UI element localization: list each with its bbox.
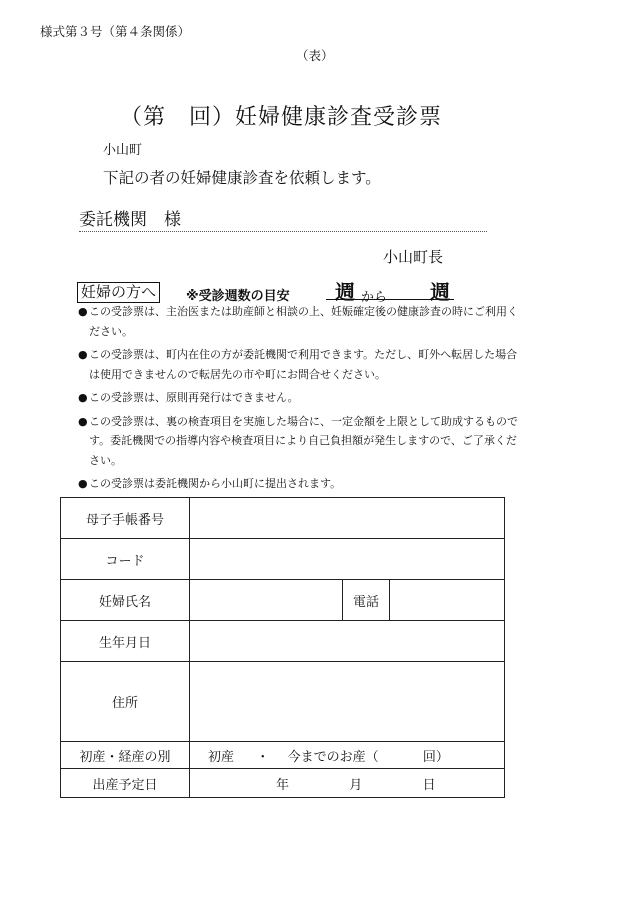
due-date-label: 出産予定日 xyxy=(61,769,190,798)
parity-label: 初産・経産の別 xyxy=(61,742,190,769)
first-birth-option: 初産 xyxy=(208,749,235,765)
name-label: 妊婦氏名 xyxy=(61,580,190,621)
table-row xyxy=(61,539,505,580)
week-guide-label: ※受診週数の目安 xyxy=(186,289,290,304)
note-item: ● この受診票は、原則再発行はできません。 xyxy=(78,388,523,408)
form-number: 様式第３号（第４条関係） xyxy=(40,24,191,39)
from-label: から xyxy=(361,290,388,305)
town-name: 小山町 xyxy=(103,143,143,158)
bullet-icon: ● xyxy=(78,305,88,318)
examinee-form-table xyxy=(60,497,505,798)
table-row xyxy=(61,662,505,742)
note-item: ● この受診票は、裏の検査項目を実施した場合に、一定金額を上限として助成するものです。委託機関での指導内容や検査項目により自己負担額が発生しますので、ご了承ください。 xyxy=(78,412,523,471)
day-label: 日 xyxy=(422,777,436,793)
note-item: ● この受診票は、主治医または助産師と相談の上、妊娠確定後の健康診査の時にご利用ください。 xyxy=(78,302,523,341)
bullet-icon: ● xyxy=(78,414,88,428)
birthdate-field[interactable] xyxy=(190,621,505,662)
page-title: （第 回）妊婦健康診査受診票 xyxy=(120,105,443,130)
name-field[interactable] xyxy=(190,580,343,621)
bullet-icon: ● xyxy=(78,348,88,361)
week-underline xyxy=(326,299,454,300)
handbook-number-field[interactable] xyxy=(190,498,505,539)
address-label: 住所 xyxy=(61,662,190,742)
note-item: ● この受診票は委託機関から小山町に提出されます。 xyxy=(78,474,523,494)
notes-list xyxy=(78,302,523,498)
side-label: （表） xyxy=(296,48,334,63)
due-date-field[interactable] xyxy=(190,769,505,798)
times-suffix: 回） xyxy=(422,749,449,765)
table-row xyxy=(61,621,505,662)
table-row xyxy=(61,498,505,539)
bullet-icon: ● xyxy=(78,477,88,490)
parity-field[interactable] xyxy=(190,742,505,769)
mayor-signature: 小山町長 xyxy=(383,248,444,266)
table-row xyxy=(61,742,505,769)
month-label: 月 xyxy=(349,777,363,793)
handbook-number-label: 母子手帳番号 xyxy=(61,498,190,539)
code-label: コード xyxy=(61,539,190,580)
year-label: 年 xyxy=(276,777,290,793)
week-label-start: 週 xyxy=(335,280,355,304)
table-row xyxy=(61,580,505,621)
patient-notice-label: 妊婦の方へ xyxy=(77,282,160,303)
birthdate-label: 生年月日 xyxy=(61,621,190,662)
agency-line: 委託機関 様 xyxy=(79,205,487,232)
week-label-end: 週 xyxy=(430,280,450,304)
code-field[interactable] xyxy=(190,539,505,580)
table-row xyxy=(61,769,505,798)
previous-births-option: 今までのお産（ xyxy=(287,749,379,765)
note-item: ● この受診票は、町内在住の方が委託機関で利用できます。ただし、町外へ転居した場合は使用できませんので転居先の市や町にお問合せください。 xyxy=(78,345,523,384)
request-text: 下記の者の妊婦健康診査を依頼します。 xyxy=(103,169,381,187)
bullet-icon: ● xyxy=(78,391,88,404)
separator-dot: ・ xyxy=(256,749,270,765)
address-field[interactable] xyxy=(190,662,505,742)
phone-label: 電話 xyxy=(343,580,390,621)
phone-field[interactable] xyxy=(390,580,505,621)
